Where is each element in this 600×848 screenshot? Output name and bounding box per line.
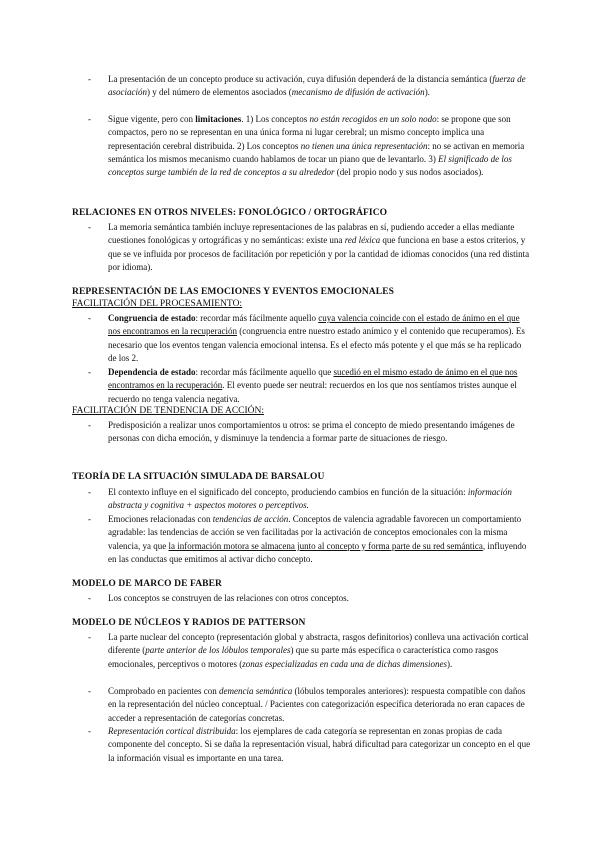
list-item: [88, 221, 532, 274]
italic-text: tendencias de acción: [212, 514, 289, 524]
text-run: La presentación de un concepto produce su activación, cuya difusión dependerá de la distancia semántica (: [108, 74, 493, 84]
list-item: [88, 685, 532, 725]
text-run: (del propio nodo y sus nodos asociados).: [334, 167, 484, 178]
list-item: [88, 486, 532, 513]
bullet-dash: -: [88, 367, 91, 377]
bullet-dash: -: [88, 726, 91, 736]
list-item: [88, 725, 532, 765]
text-run: ).: [446, 658, 453, 669]
bullet-dash: -: [88, 74, 91, 84]
italic-text: fuerza de asociación: [108, 74, 526, 98]
list-item: [88, 592, 532, 605]
bullet-dash: -: [88, 420, 91, 430]
text-run: ) y del número de elementos asociados (: [147, 87, 292, 98]
text-run: . El evento puede ser neutral: recuerdos en los que nos sentíamos tristes aunque el recuerdo no tenga valencia negativa.: [108, 380, 517, 404]
text-run: : recordar más fácilmente aquello que: [195, 367, 334, 377]
text-run: : se propone que son compactos, pero no se representan en una única forma ni lugar cerebral; un mismo concepto implica una representación cerebral distribuida. 2) Los conceptos: [108, 114, 511, 151]
underlined-text: sucedió en el mismo estado de ánimo en el que nos encontramos en la recuperación: [108, 367, 518, 391]
subsection-heading: FACILITACIÓN DE TENDENCIA DE ACCIÓN:: [72, 406, 265, 416]
list-item: [88, 631, 532, 671]
subsection-heading: FACILITACIÓN DEL PROCESAMIENTO:: [72, 299, 243, 309]
bold-text: Dependencia de estado: [108, 367, 196, 377]
text-run: Emociones relacionadas con: [108, 514, 213, 524]
text-run: Predisposición a realizar unos comportamientos u otros: se prima el concepto de miedo presentando imágenes de personas con dicha emoción, y disminuye la tendencia a formar parte de situaciones de riesgo.: [108, 420, 515, 444]
bullet-dash: -: [88, 487, 91, 497]
text-run: : recordar más fácilmente aquello: [195, 313, 319, 323]
bullet-dash: -: [88, 222, 91, 232]
text-run: Los conceptos se construyen de las relaciones con otros conceptos.: [108, 593, 349, 603]
text-run: Comprobado en pacientes con: [108, 686, 219, 696]
text-run: : los ejemplares de cada categoría se representan en zonas propias de cada componente del concepto. Si se daña la representación visual, habrá dificultad para categorizar un concepto en el que la información visual es importante en una tarea.: [108, 726, 531, 763]
text-run: La memoria semántica también incluye representaciones de las palabras en sí, pudiendo acceder a ellas mediante cuestiones fonológicas y ortográficas y no semánticas: existe una: [108, 222, 515, 246]
text-run: ) que su parte más específica o característica como rasgos emocionales, perceptivos o motores (: [108, 645, 499, 669]
text-run: . 1) Los conceptos: [241, 114, 310, 124]
list-item: [88, 113, 532, 179]
italic-text: El significado de los conceptos surge también de la red de conceptos a su alrededor: [108, 153, 512, 178]
text-run: El contexto influye en el significado del concepto, produciendo cambios en función de la situación:: [108, 487, 468, 497]
text-run: , influyendo en las conductas que emitimos al activar dicho concepto.: [108, 540, 527, 564]
italic-text: zonas especializadas en cada una de dichas dimensiones: [242, 658, 447, 669]
text-run: Sigue vigente, pero con: [108, 114, 196, 124]
text-run: : no se activan en memoria semántica los mismos mecanismo cuando hablamos de tocar un piano que de levantarlo. 3): [108, 140, 525, 164]
section-heading: MODELO DE NÚCLEOS Y RADIOS DE PATTERSON: [72, 618, 306, 628]
bold-text: Congruencia de estado: [108, 313, 196, 323]
section-heading: RELACIONES EN OTROS NIVELES: FONOLÓGICO / ORTOGRÁFICO: [72, 208, 388, 218]
bold-text: limitaciones: [195, 114, 242, 124]
text-run: La parte nuclear del concepto (representación global y abstracta, rasgos definitorios) conlleva una activación cortical diferente (: [108, 632, 529, 656]
list-item: [88, 513, 532, 566]
section-heading: REPRESENTACIÓN DE LAS EMOCIONES Y EVENTOS EMOCIONALES: [72, 287, 395, 297]
italic-text: mecanismo de difusión de activación: [291, 87, 425, 98]
text-run: . Conceptos de valencia agradable favorecen un comportamiento agradable: las tendencias de acción se ven facilitadas por la activación de conceptos emocionales con la misma valencia, ya que: [108, 514, 522, 551]
italic-text: información abstracta y cognitiva + aspectos motores o perceptivos.: [108, 487, 512, 511]
bullet-dash: -: [88, 114, 91, 124]
text-run: (congruencia entre nuestro estado anímico y el contenido que recuperamos). Es necesario que los eventos tengan valencia emocional intensa. Es el efecto más potente y el que más se ha replicado de los 2.: [108, 326, 525, 363]
text-run: ).: [424, 87, 430, 98]
bullet-dash: -: [88, 593, 91, 603]
bullet-dash: -: [88, 632, 91, 642]
list-item: [88, 312, 532, 365]
section-heading: MODELO DE MARCO DE FABER: [72, 579, 223, 589]
bullet-dash: -: [88, 313, 91, 323]
text-run: que funciona en base a estos criterios, y que se ve influida por procesos de facilitación por repetición y por la cantidad de idiomas conocidos (una red distinta por idioma).: [108, 235, 530, 272]
list-item: [88, 419, 532, 446]
list-item: [88, 73, 532, 100]
bullet-dash: -: [88, 514, 91, 524]
bullet-dash: -: [88, 686, 91, 696]
italic-text: no tienen una única representación: [300, 140, 428, 151]
italic-text: parte anterior de los lóbulos temporales: [145, 645, 291, 656]
section-heading: TEORÍA DE LA SITUACIÓN SIMULADA DE BARSALOU: [72, 472, 325, 482]
list-item: [88, 366, 532, 406]
italic-text: no están recogidos en un solo nodo: [309, 114, 437, 124]
italic-text: demencia semántica: [218, 686, 293, 696]
underlined-text: cuya valencia coincide con el estado de ánimo en el que nos encontramos en la recuperación: [108, 313, 520, 337]
underlined-text: la información motora se almacena junto al concepto y forma parte de su red semántica: [168, 540, 483, 551]
text-run: (lóbulos temporales anteriores): respuesta compatible con daños en la representación del núcleo conceptual. / Pacientes con categorización específica deteriorada no eran capaces de acceder a representación de categorías concretas.: [108, 686, 526, 723]
italic-text: Representación cortical distribuida: [108, 726, 236, 736]
italic-text: red léxica: [344, 235, 381, 246]
